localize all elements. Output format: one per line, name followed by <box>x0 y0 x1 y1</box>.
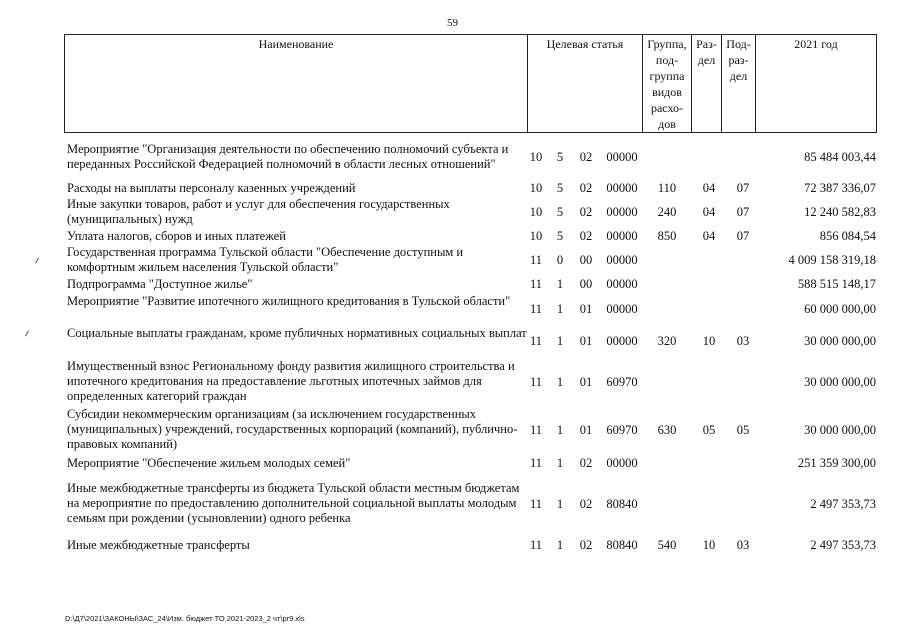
amount: 85 484 003,44 <box>804 150 876 164</box>
cell: 07 <box>736 181 750 195</box>
cell: 00000 <box>606 334 638 348</box>
cell: 5 <box>556 205 564 219</box>
cell: 11 <box>529 423 543 437</box>
cell: 80840 <box>606 497 638 511</box>
cell: 11 <box>529 497 543 511</box>
cell: 11 <box>529 538 543 552</box>
cell: 10 <box>529 229 543 243</box>
cell: 1 <box>556 423 564 437</box>
cell: 11 <box>529 302 543 316</box>
row-name: Подпрограмма "Доступное жилье" <box>67 277 253 291</box>
row-name: Субсидии некоммерческим организациям (за исключением государственных (муниципальных) учреждений, государственных корпораций (компаний), публично-правовых компаний) <box>67 407 518 451</box>
cell: 07 <box>736 229 750 243</box>
amount: 30 000 000,00 <box>804 334 876 348</box>
cell: 11 <box>529 334 543 348</box>
row-name: Социальные выплаты гражданам, кроме публичных нормативных социальных выплат <box>67 326 527 340</box>
header-name: Наименование <box>65 35 528 133</box>
row-name: Расходы на выплаты персоналу казенных учреждений <box>67 181 356 195</box>
cell: 02 <box>579 205 593 219</box>
cell: 11 <box>529 456 543 470</box>
cell: 04 <box>702 181 716 195</box>
cell: 00 <box>579 253 593 267</box>
row-name: Мероприятие "Развитие ипотечного жилищного кредитования в Тульской области" <box>67 294 511 308</box>
cell: 02 <box>579 497 593 511</box>
cell: 60970 <box>606 375 638 389</box>
table-header <box>64 34 877 133</box>
cell: 1 <box>556 456 564 470</box>
amount: 72 387 336,07 <box>804 181 876 195</box>
cell: 01 <box>579 375 593 389</box>
cell: 540 <box>657 538 677 552</box>
cell: 11 <box>529 277 543 291</box>
row-name: Иные межбюджетные трансферты <box>67 538 250 552</box>
cell: 5 <box>556 229 564 243</box>
amount: 30 000 000,00 <box>804 375 876 389</box>
page-number: 59 <box>447 17 458 29</box>
cell: 0 <box>556 253 564 267</box>
cell: 240 <box>657 205 677 219</box>
row-name: Иные межбюджетные трансферты из бюджета Тульской области местным бюджетам на мероприятие по предоставлению дополнительной социальной выплаты молодым семьям при рождении (усыновлении) одного ребенка <box>67 481 520 525</box>
header-section: Раз-дел <box>692 35 722 133</box>
amount: 30 000 000,00 <box>804 423 876 437</box>
cell: 1 <box>556 277 564 291</box>
cell: 03 <box>736 334 750 348</box>
cell: 00000 <box>606 456 638 470</box>
cell: 03 <box>736 538 750 552</box>
cell: 00 <box>579 277 593 291</box>
cell: 00000 <box>606 253 638 267</box>
footer-file-path: D:\Д7\2021\ЗАКОНЫ\ЗАС_24\Изм. бюджет ТО 2021-2023_2 чт\pr9.xls <box>65 614 305 623</box>
amount: 2 497 353,73 <box>810 497 876 511</box>
cell: 11 <box>529 375 543 389</box>
cell: 05 <box>736 423 750 437</box>
cell: 10 <box>702 538 716 552</box>
header-group: Группа, под-группа видов расхо-дов <box>643 35 692 133</box>
cell: 1 <box>556 497 564 511</box>
cell: 320 <box>657 334 677 348</box>
row-name: Мероприятие "Организация деятельности по обеспечению полномочий субъекта и переданных Российской Федерацией полномочий в области лесных отношений" <box>67 142 509 171</box>
cell: 01 <box>579 302 593 316</box>
amount: 588 515 148,17 <box>797 277 876 291</box>
cell: 04 <box>702 229 716 243</box>
cell: 1 <box>556 302 564 316</box>
amount: 251 359 300,00 <box>797 456 876 470</box>
header-subsection: Под-раз-дел <box>722 35 756 133</box>
header-target: Целевая статья <box>528 35 643 133</box>
row-name: Мероприятие "Обеспечение жильем молодых семей" <box>67 456 351 470</box>
cell: 850 <box>657 229 677 243</box>
cell: 02 <box>579 150 593 164</box>
amount: 4 009 158 319,18 <box>788 253 876 267</box>
cell: 5 <box>556 181 564 195</box>
amount: 2 497 353,73 <box>810 538 876 552</box>
amount: 856 084,54 <box>819 229 876 243</box>
cell: 04 <box>702 205 716 219</box>
row-name: Иные закупки товаров, работ и услуг для обеспечения государственных (муниципальных) нужд <box>67 197 450 226</box>
cell: 00000 <box>606 302 638 316</box>
cell: 00000 <box>606 205 638 219</box>
cell: 02 <box>579 229 593 243</box>
scan-mark <box>25 331 29 337</box>
cell: 10 <box>702 334 716 348</box>
cell: 5 <box>556 150 564 164</box>
cell: 02 <box>579 181 593 195</box>
cell: 00000 <box>606 277 638 291</box>
cell: 10 <box>529 181 543 195</box>
row-name: Имущественный взнос Региональному фонду развития жилищного строительства и ипотечного кредитования на предоставление льготных ипотечных займов для определенных категорий граждан <box>67 359 515 403</box>
row-name: Уплата налогов, сборов и иных платежей <box>67 229 286 243</box>
cell: 07 <box>736 205 750 219</box>
cell: 01 <box>579 423 593 437</box>
cell: 00000 <box>606 181 638 195</box>
cell: 05 <box>702 423 716 437</box>
cell: 1 <box>556 538 564 552</box>
cell: 10 <box>529 205 543 219</box>
cell: 00000 <box>606 150 638 164</box>
cell: 11 <box>529 253 543 267</box>
cell: 1 <box>556 334 564 348</box>
cell: 01 <box>579 334 593 348</box>
header-year: 2021 год <box>756 35 877 133</box>
cell: 1 <box>556 375 564 389</box>
scan-mark <box>35 258 39 264</box>
cell: 02 <box>579 456 593 470</box>
amount: 12 240 582,83 <box>804 205 876 219</box>
cell: 80840 <box>606 538 638 552</box>
cell: 60970 <box>606 423 638 437</box>
cell: 630 <box>657 423 677 437</box>
cell: 00000 <box>606 229 638 243</box>
cell: 110 <box>657 181 677 195</box>
row-name: Государственная программа Тульской области "Обеспечение доступным и комфортным жильем населения Тульской области" <box>67 245 464 274</box>
cell: 10 <box>529 150 543 164</box>
amount: 60 000 000,00 <box>804 302 876 316</box>
cell: 02 <box>579 538 593 552</box>
